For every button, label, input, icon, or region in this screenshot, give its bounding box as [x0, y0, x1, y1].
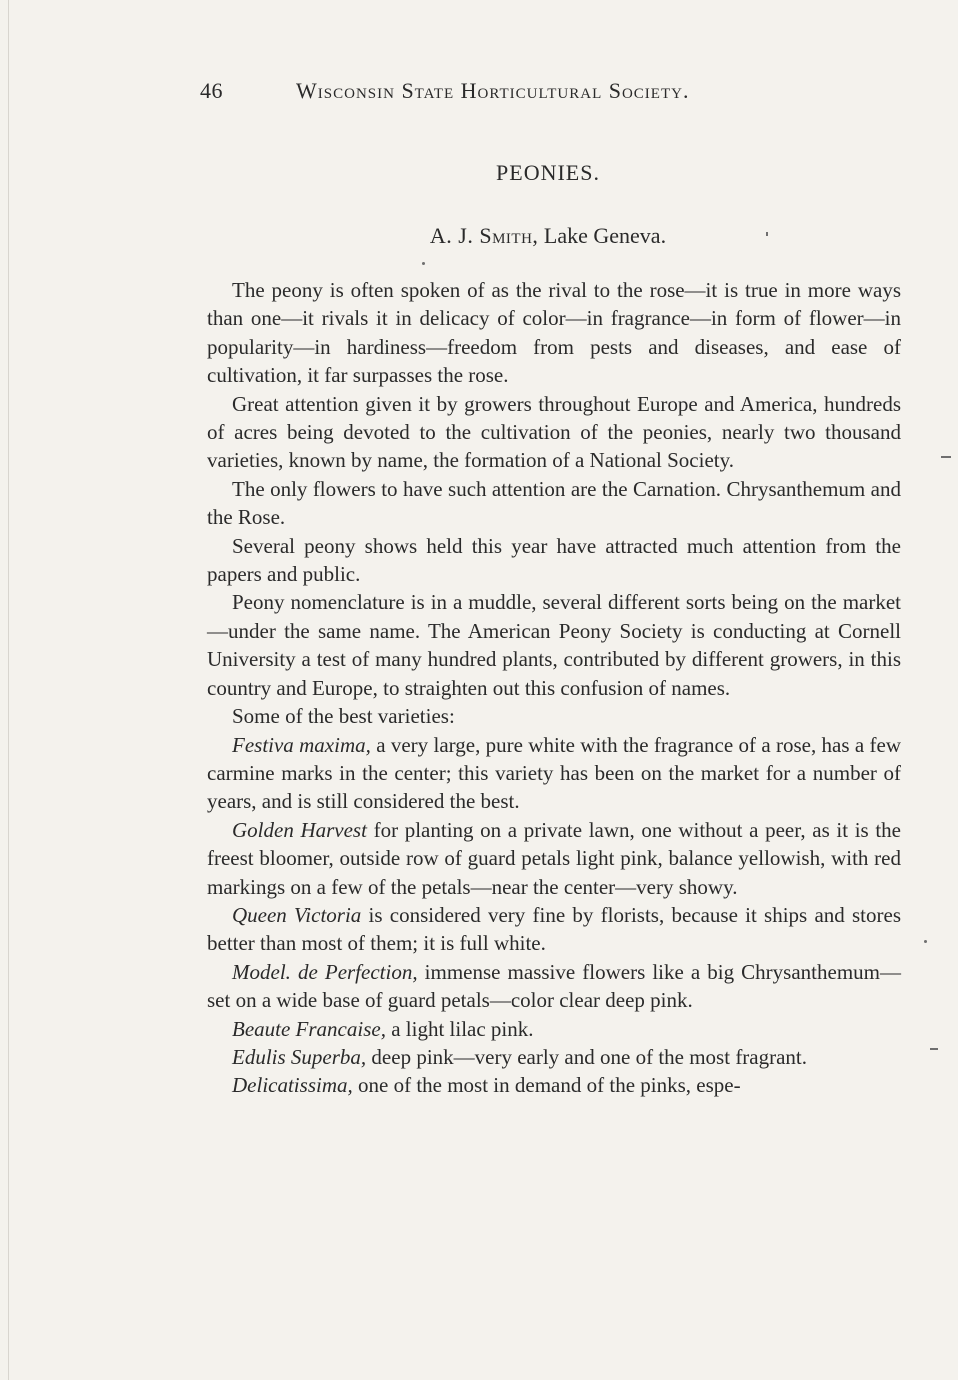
variety-description: a light lilac pink. — [385, 1016, 534, 1041]
variety-entry — [207, 1071, 901, 1099]
scan-speck — [422, 262, 425, 265]
scan-speck — [924, 940, 927, 943]
scan-speck — [766, 232, 768, 236]
author-name: A. J. Smith, — [429, 223, 539, 248]
variety-entry — [207, 816, 901, 901]
variety-description: one of the most in demand of the pinks, espe- — [352, 1073, 741, 1098]
scan-speck — [941, 456, 951, 458]
paragraph: Great attention given it by growers throughout Europe and America, hundreds of acres being devoted to the cultivation of the peonies, nearly two thousand varieties, known by name, the formation of a National Society. — [207, 391, 901, 473]
running-title: Wisconsin State Horticultural Society. — [296, 78, 690, 103]
variety-name: Beaute Francaise, — [232, 1016, 386, 1041]
paragraph: Peony nomenclature is in a muddle, several different sorts being on the market—under the same name. The American Peony Society is conducting at Cornell University a test of many hundred plants, contributed by different growers, in this country and Europe, to straighten out this confusion of names. — [207, 590, 901, 700]
article-title: PEONIES. — [496, 160, 600, 185]
variety-entry — [207, 958, 901, 1015]
variety-description: a very large, pure white with the fragrance of a rose, has a few carmine marks in the center; this variety has been on the market for a number of years, and is still considered the best. — [207, 732, 901, 814]
variety-name: Model. de Perfection, — [232, 959, 418, 984]
paragraph: The peony is often spoken of as the rival to the rose—it is true in more ways than one—it rivals it in delicacy of color—in fragrance—in form of flower—in popularity—in hardiness—freedom from pests and diseases, and ease of cultivation, it far surpasses the rose. — [207, 278, 901, 388]
variety-entry — [207, 1015, 901, 1043]
variety-name: Festiva maxima, — [232, 732, 371, 757]
paragraph: Several peony shows held this year have attracted much attention from the papers and public. — [207, 533, 901, 587]
running-head — [200, 78, 800, 104]
variety-name: Queen Victoria — [232, 902, 362, 927]
scan-speck — [930, 1048, 938, 1050]
article-body — [207, 276, 901, 1100]
paragraph: The only flowers to have such attention are the Carnation. Chrysanthemum and the Rose. — [207, 476, 901, 530]
author-location: Lake Geneva. — [543, 223, 667, 248]
variety-description: is considered very fine by florists, because it ships and stores better than most of them; it is full white. — [207, 902, 901, 956]
variety-entry — [207, 1043, 901, 1071]
variety-entry — [207, 901, 901, 958]
variety-name: Edulis Superba, — [232, 1044, 367, 1069]
variety-name: Delicatissima, — [232, 1073, 353, 1098]
variety-description: immense massive flowers like a big Chrysanthemum—set on a wide base of guard petals—color clear deep pink. — [207, 959, 901, 1013]
scan-speck — [8, 0, 9, 1380]
variety-name: Golden Harvest — [232, 817, 367, 842]
paragraph: Some of the best varieties: — [232, 704, 455, 729]
variety-description: deep pink—very early and one of the most fragrant. — [366, 1044, 808, 1069]
page-number: 46 — [200, 78, 223, 103]
variety-description: for planting on a private lawn, one without a peer, as it is the freest bloomer, outside row of guard petals light pink, balance yellowish, with red markings on a few of the petals—near the center—very showy. — [207, 817, 902, 899]
variety-entry — [207, 731, 901, 816]
byline — [0, 223, 958, 249]
